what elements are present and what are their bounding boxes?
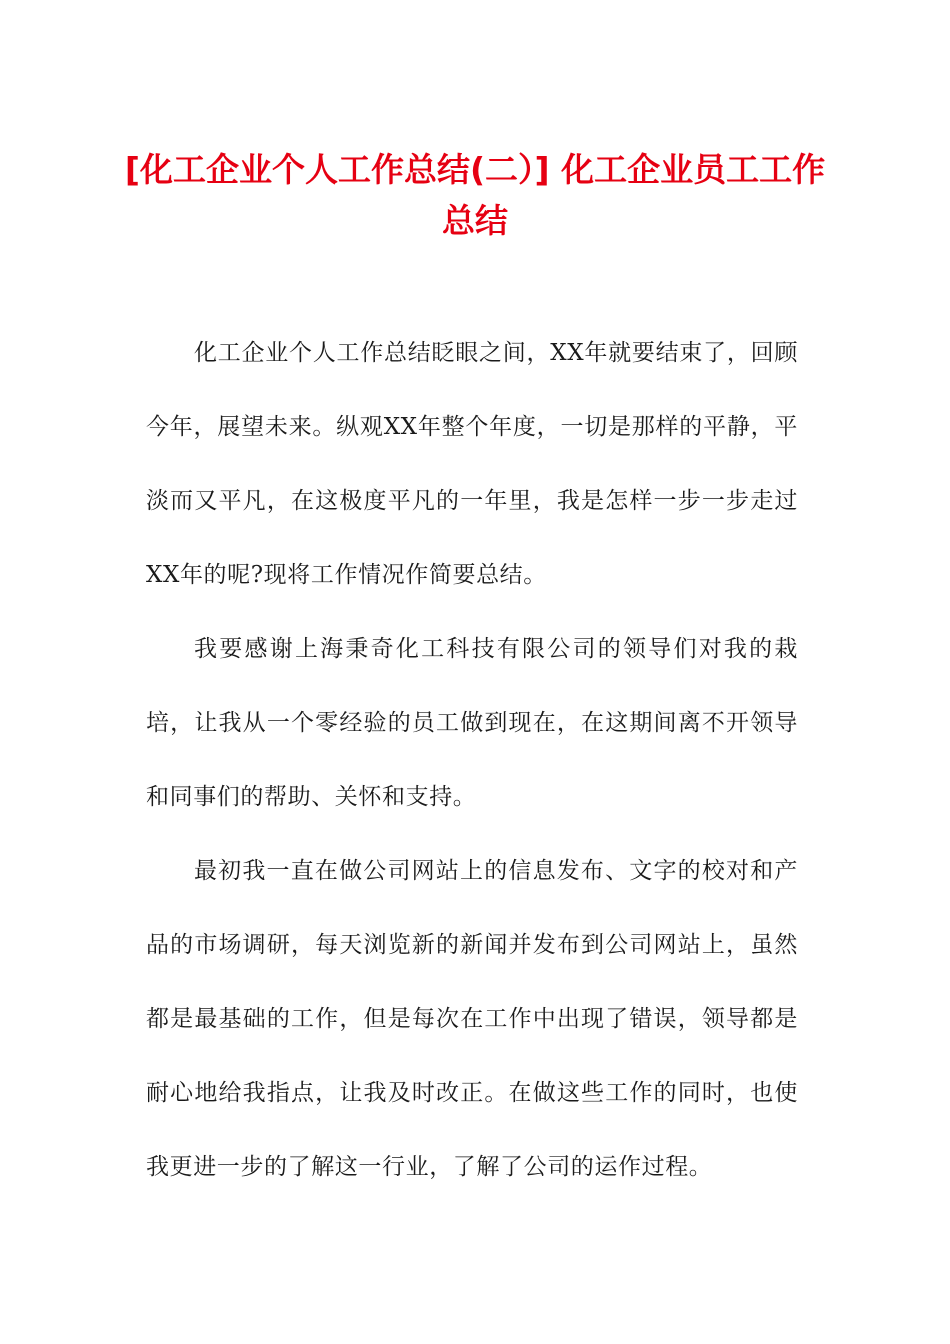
paragraph-1: 化工企业个人工作总结眨眼之间，XX年就要结束了，回顾今年，展望未来。纵观XX年整个年度，一切是那样的平静，平淡而又平凡，在这极度平凡的一年里，我是怎样一步一步走过XX年的呢?现将工作情况作简要总结。 [146, 340, 798, 588]
document-body [146, 316, 798, 1204]
paragraph-2: 我要感谢上海秉奇化工科技有限公司的领导们对我的栽培，让我从一个零经验的员工做到现在，在这期间离不开领导和同事们的帮助、关怀和支持。 [146, 636, 798, 810]
document-title: [化工企业个人工作总结(二）] 化工企业员工工作总结 [124, 150, 826, 240]
paragraph-3: 最初我一直在做公司网站上的信息发布、文字的校对和产品的市场调研，每天浏览新的新闻并发布到公司网站上，虽然都是最基础的工作，但是每次在工作中出现了错误，领导都是耐心地给我指点，让我及时改正。在做这些工作的同时，也使我更进一步的了解这一行业，了解了公司的运作过程。 [146, 858, 798, 1180]
